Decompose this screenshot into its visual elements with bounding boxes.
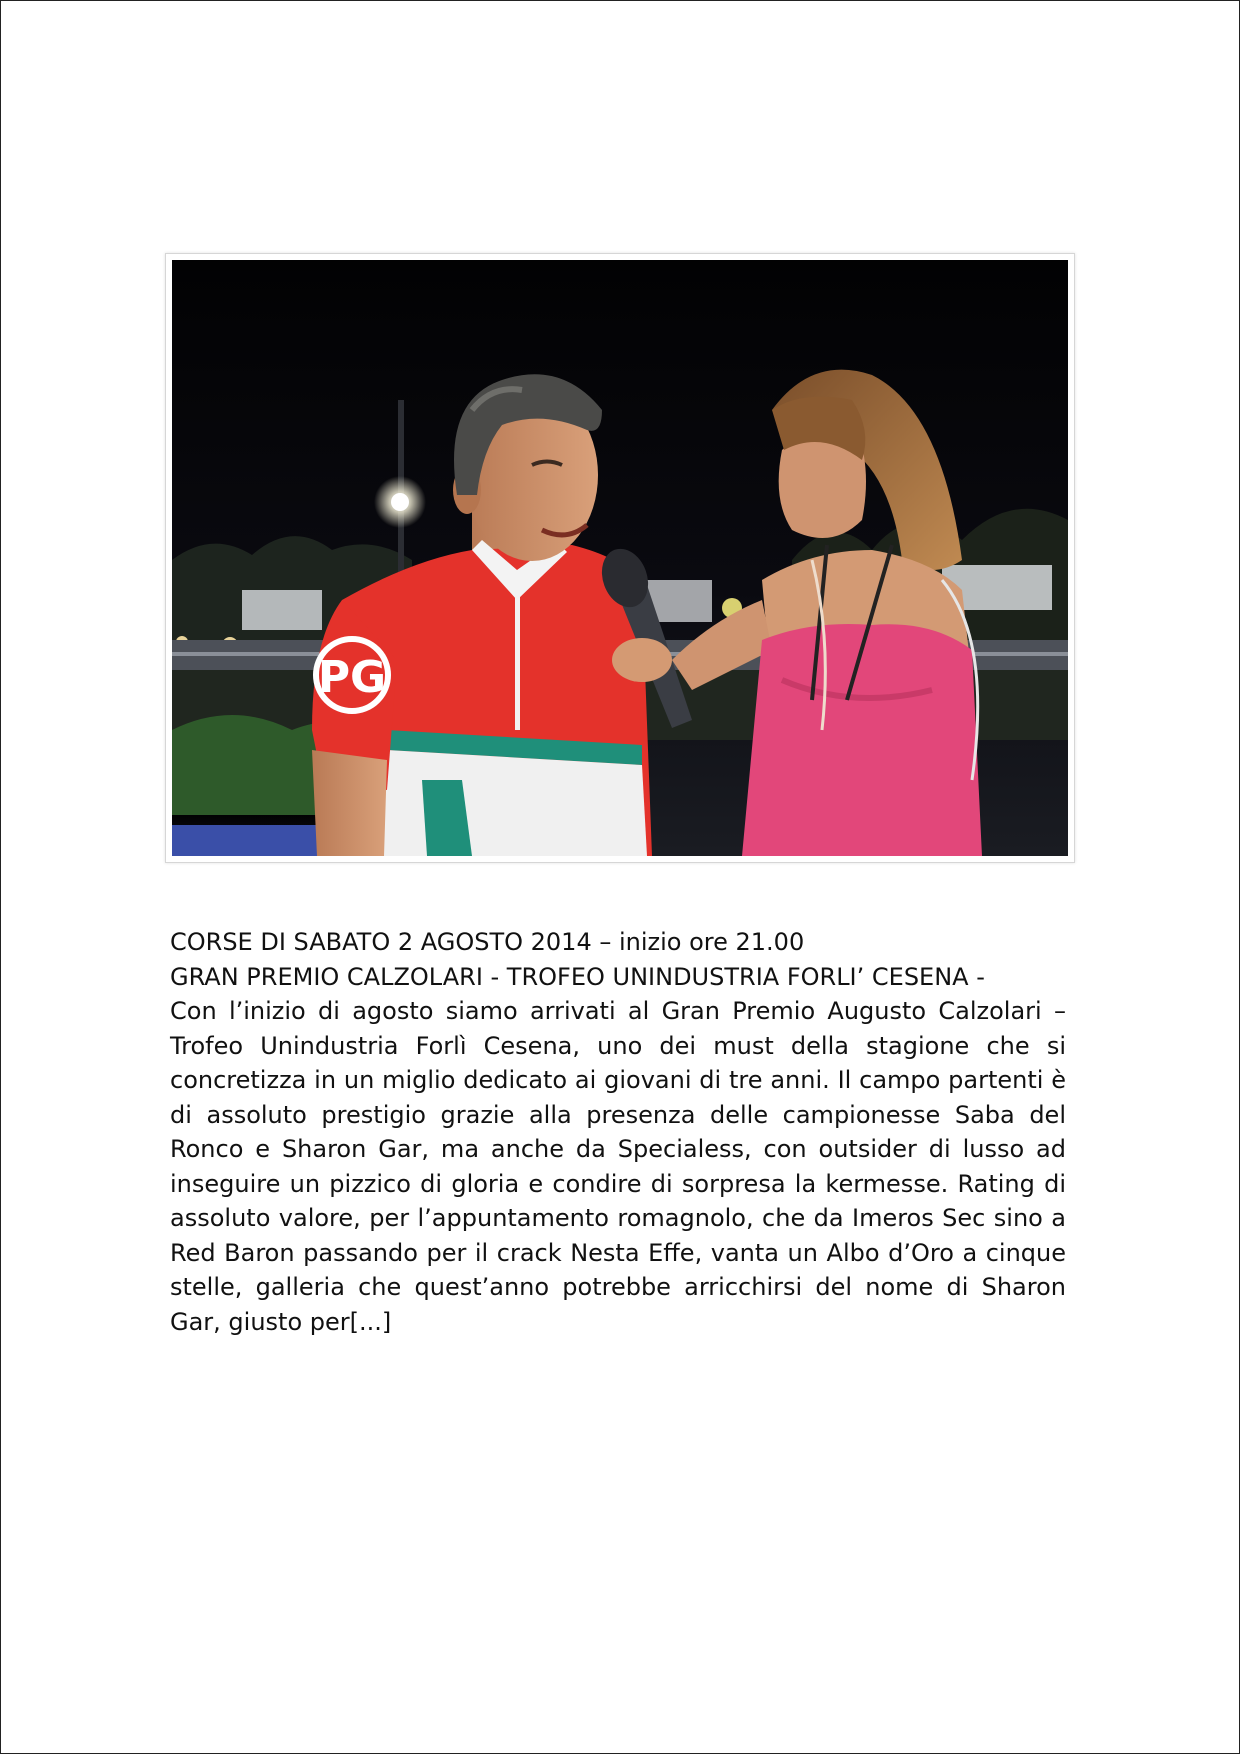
- article-body: Con l’inizio di agosto siamo arrivati al Gran Premio Augusto Calzolari – Trofeo Unindustria Forlì Cesena, uno dei must della stagione che si concretizza in un miglio dedicato ai giovani di tre anni. Il campo partenti è di assoluto prestigio grazie alla presenza delle campionesse Saba del Ronco e Sharon Gar, ma anche da Specialess, con outsider di lusso ad inseguire un pizzico di gloria e condire di sorpresa la kermesse. Rating di assoluto valore, per l’appuntamento romagnolo, che da Imeros Sec sino a Red Baron passando per il crack Nesta Effe, vanta un Albo d’Oro a cinque stelle, galleria che quest’anno potrebbe arricchirsi del nome di Sharon Gar, giusto per[...]: [170, 997, 1066, 1336]
- headline-grand-prix: GRAN PREMIO CALZOLARI - TROFEO UNINDUSTRIA FORLI’ CESENA -: [170, 962, 985, 991]
- headline-race-date: CORSE DI SABATO 2 AGOSTO 2014 – inizio ore 21.00: [170, 928, 805, 956]
- interview-photo: [172, 260, 1068, 856]
- article-text: [170, 925, 1066, 1339]
- photo-frame: [165, 253, 1075, 863]
- jacket-badge: PG: [317, 652, 387, 703]
